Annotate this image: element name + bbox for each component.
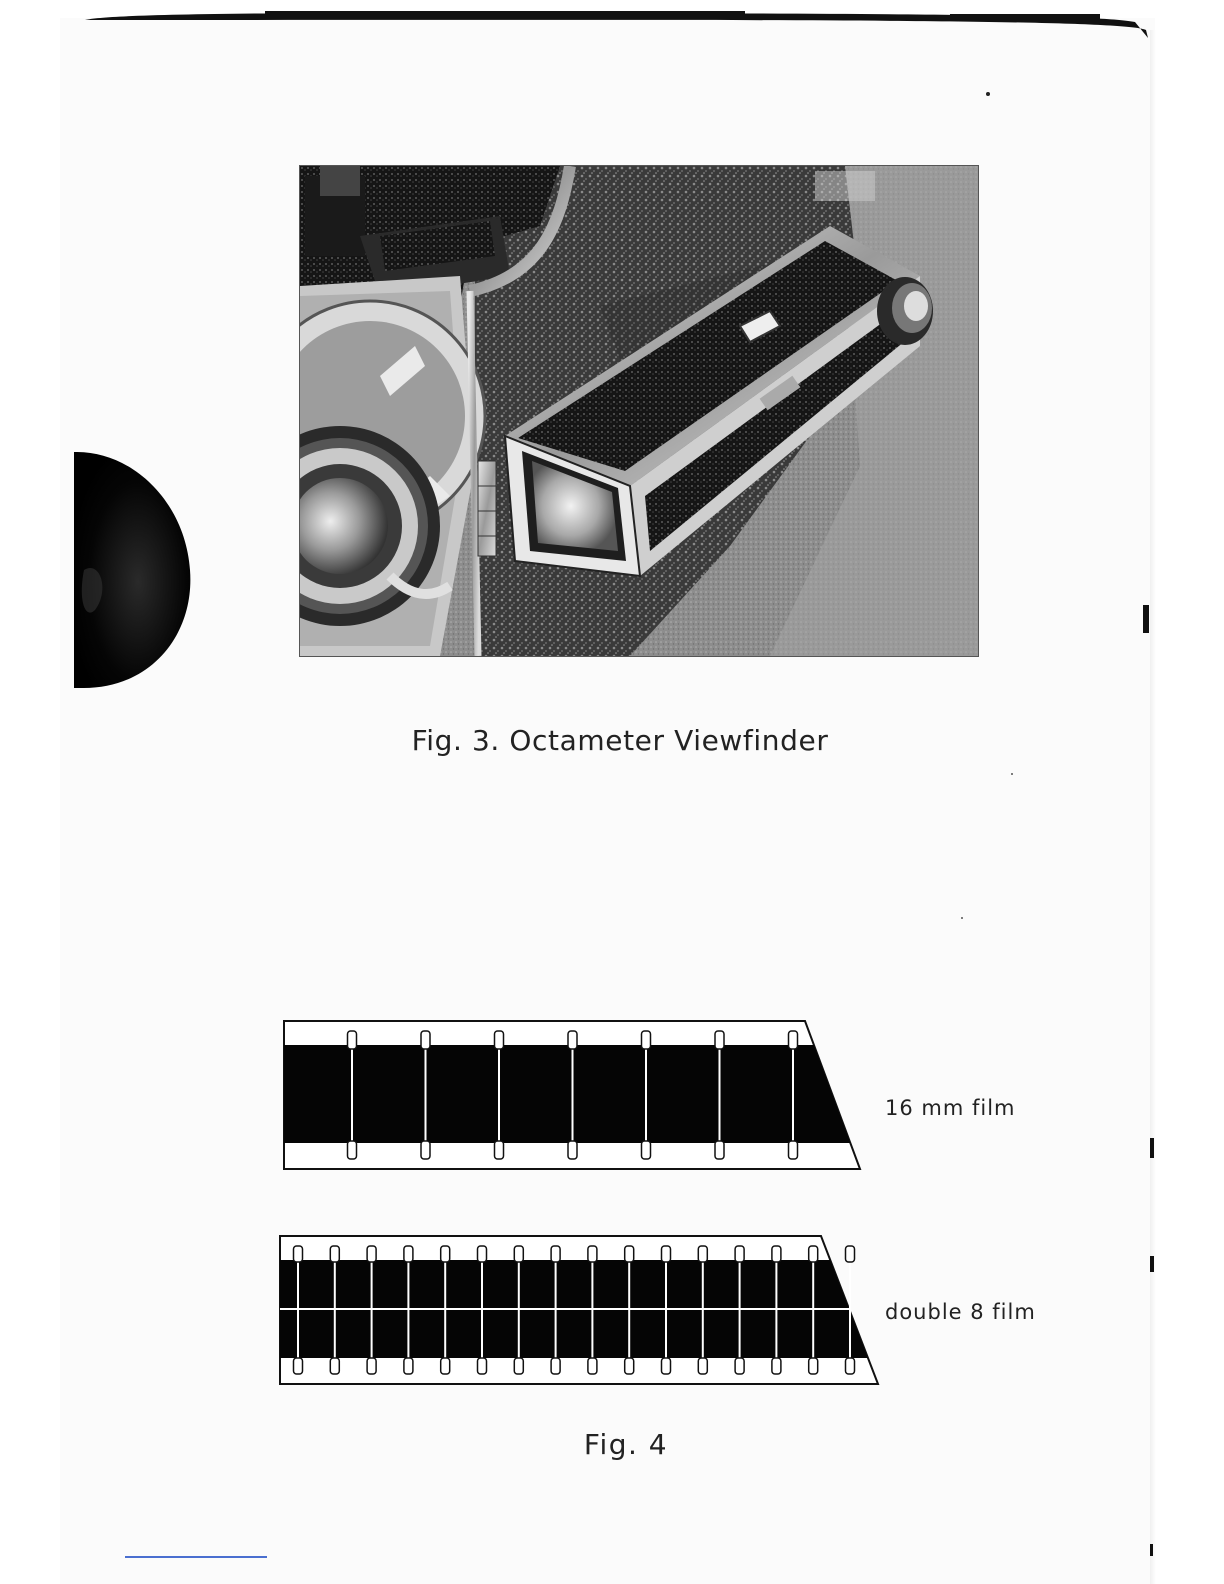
figure-4-caption: Fig. 4	[583, 1428, 669, 1461]
film-label-16mm: 16 mm film	[885, 1096, 1016, 1120]
film-label-double-8: double 8 film	[885, 1300, 1036, 1324]
figure-3-caption: Fig. 3. Octameter Viewfinder	[411, 724, 829, 757]
